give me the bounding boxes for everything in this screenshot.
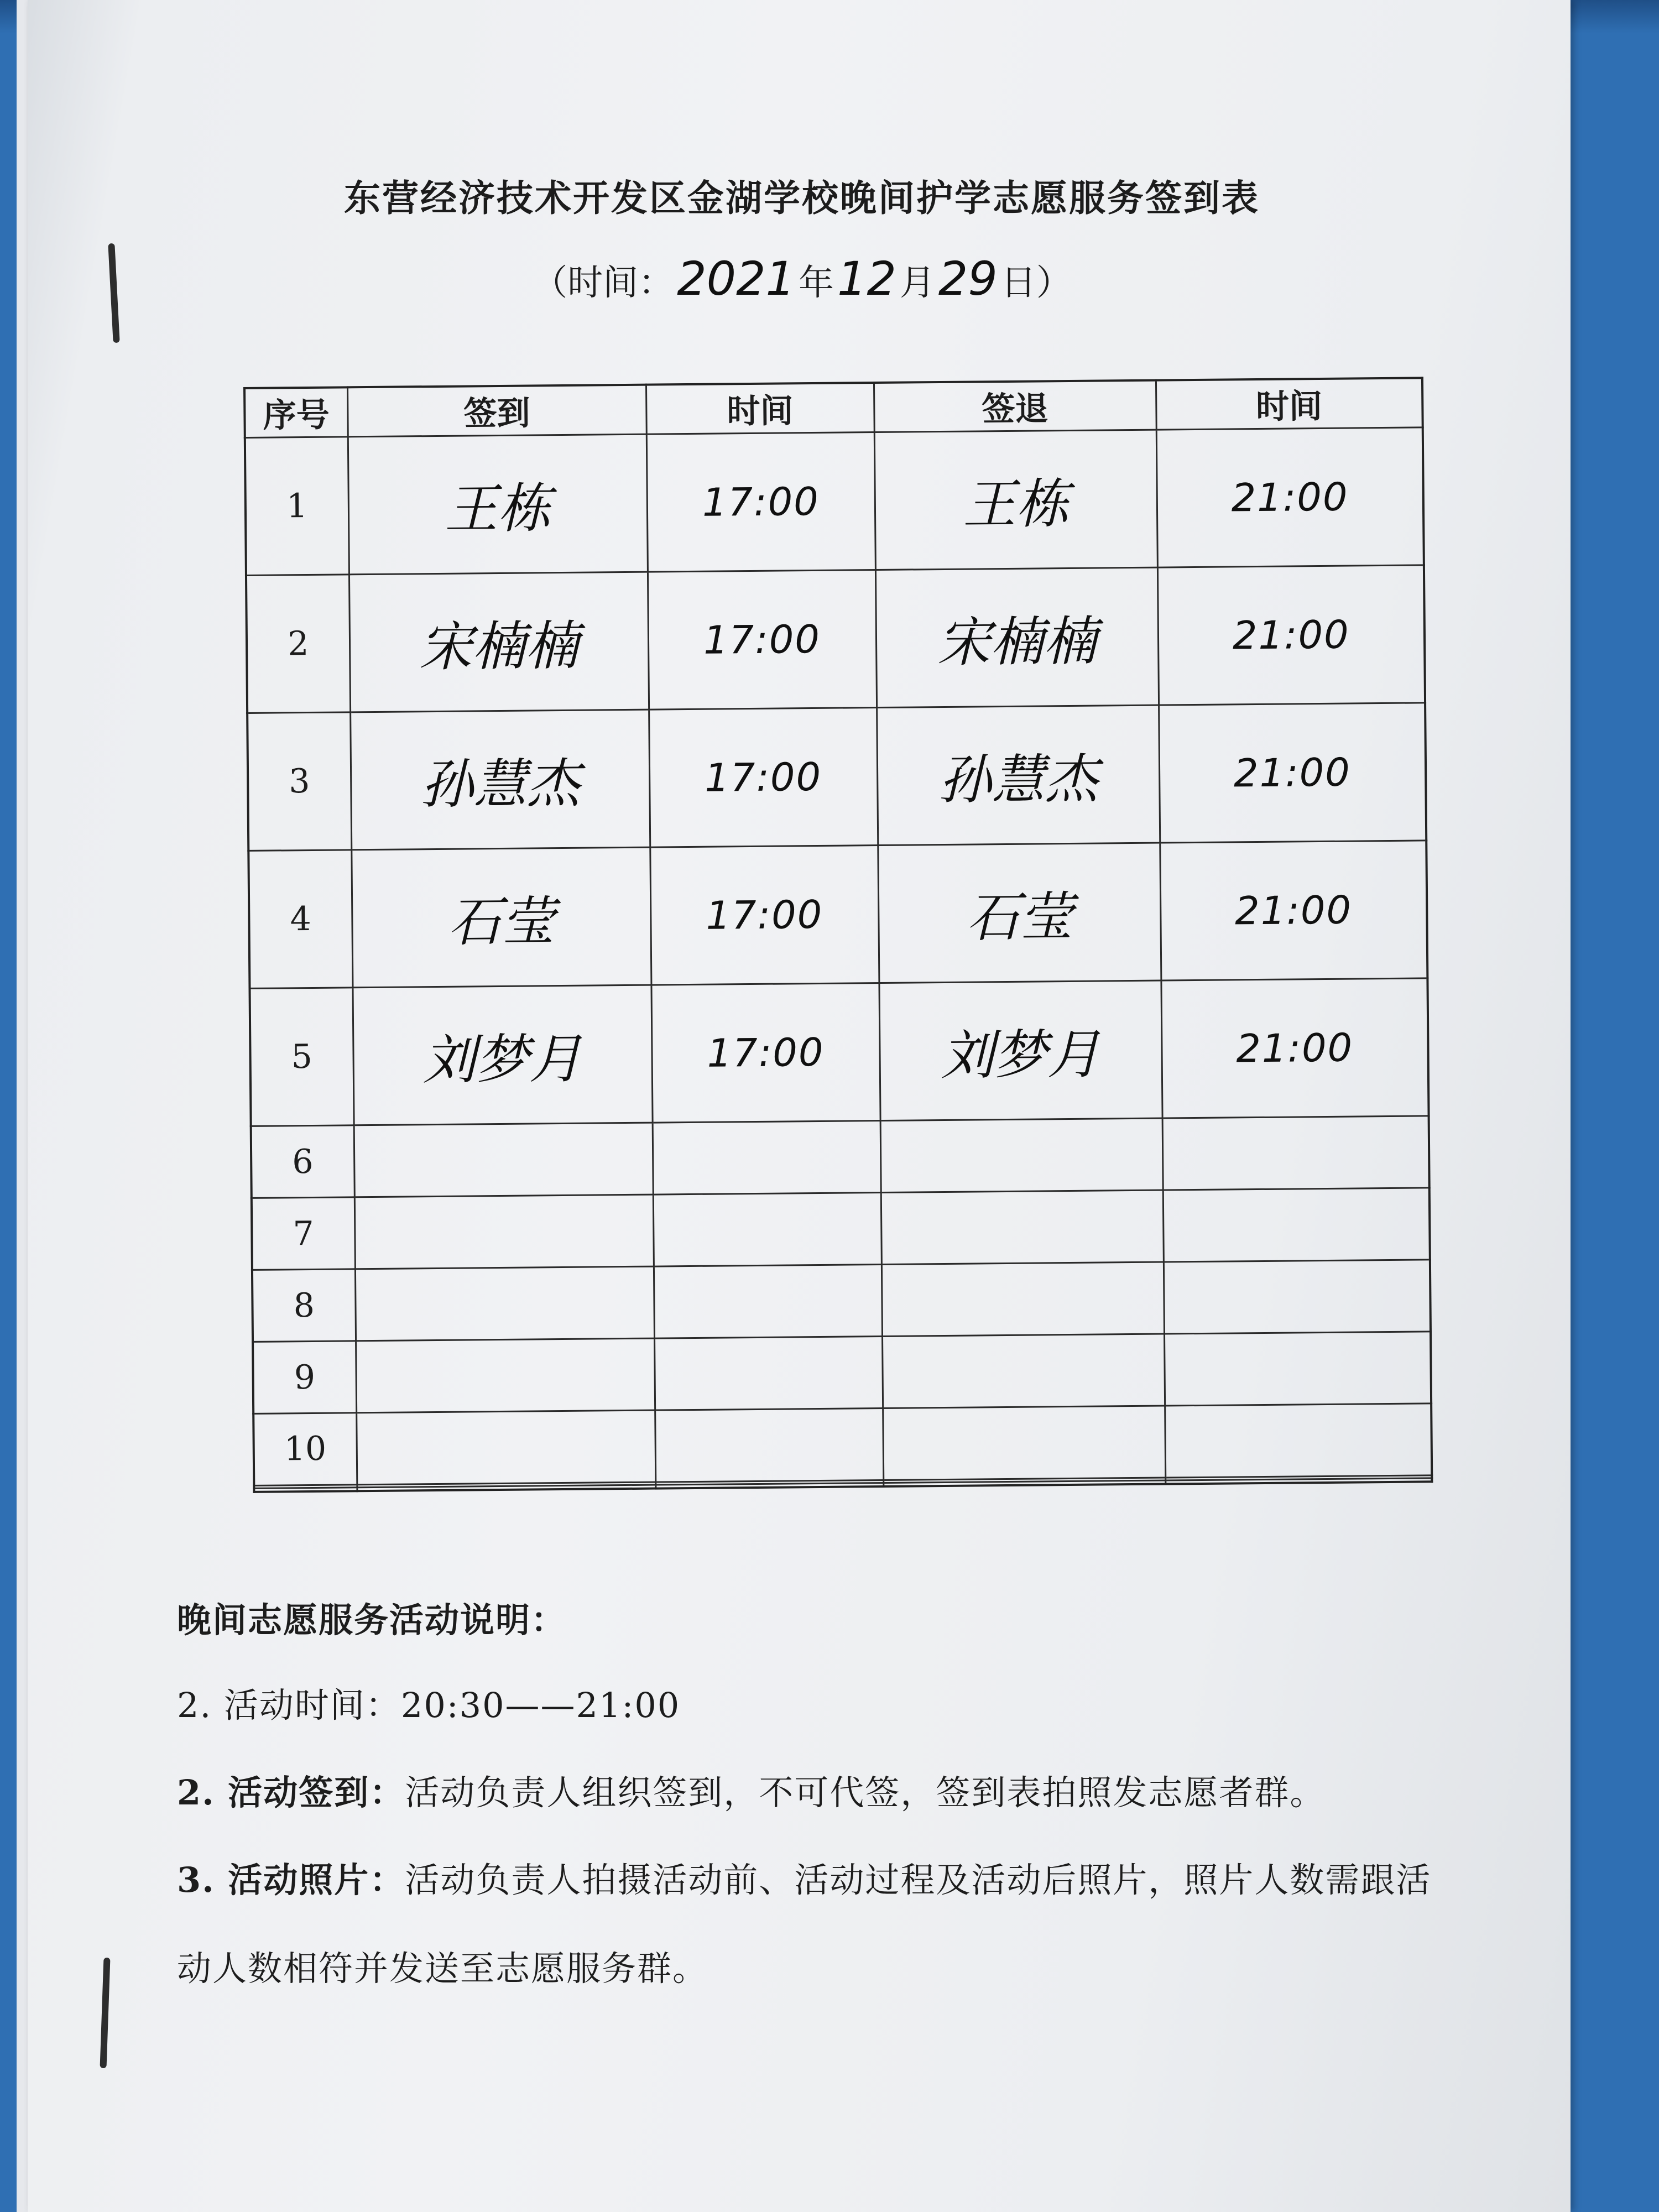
date-day-unit: 日 — [1000, 263, 1036, 304]
serial-value: 3 — [289, 762, 310, 801]
table-row — [252, 1188, 1430, 1270]
sign-out-cell — [882, 1334, 1165, 1408]
notes-item — [177, 1768, 1515, 1818]
table-row — [248, 841, 1427, 989]
time-in-cell — [653, 1193, 881, 1266]
sign-in-value: 刘梦月 — [422, 1027, 583, 1092]
date-month-unit: 月 — [899, 263, 935, 304]
serial-value: 8 — [293, 1286, 315, 1325]
time-out-cell — [1164, 1260, 1431, 1334]
sign-in-cell — [351, 847, 651, 988]
time-in-cell — [654, 1265, 882, 1338]
serial-cell — [253, 1413, 357, 1485]
notes-item-continuation: 动人数相符并发送至志愿服务群。 — [177, 1948, 708, 1989]
form-title: 东营经济技术开发区金湖学校晚间护学志愿服务签到表 — [344, 176, 1260, 220]
sign-in-cell — [349, 572, 649, 712]
serial-cell — [252, 1269, 356, 1342]
time-in-value: 17:00 — [706, 892, 823, 939]
sign-out-value: 孙慧杰 — [938, 748, 1098, 811]
notes-item — [177, 1855, 1515, 1994]
date-line — [0, 252, 1604, 306]
notes-item-text: 活动负责人拍摄活动前、活动过程及活动后照片，照片人数需跟活 — [405, 1860, 1432, 1900]
time-in-cell — [653, 1121, 881, 1194]
time-in-cell — [646, 432, 875, 572]
table-row — [245, 427, 1424, 576]
sign-out-cell — [878, 843, 1161, 983]
sign-out-cell — [879, 980, 1162, 1121]
sign-out-cell — [875, 567, 1159, 708]
time-out-cell — [1162, 1116, 1430, 1190]
serial-cell — [251, 1125, 354, 1198]
date-month: 12 — [837, 252, 896, 306]
time-out-cell — [1156, 427, 1424, 567]
serial-cell — [246, 575, 350, 713]
serial-value: 10 — [284, 1430, 327, 1469]
date-prefix: （时间： — [532, 263, 674, 304]
sign-in-value: 宋楠楠 — [419, 614, 579, 678]
sign-in-cell — [350, 709, 650, 850]
serial-value: 6 — [292, 1142, 314, 1182]
table-row — [246, 565, 1425, 713]
header-time-in: 时间 — [646, 383, 874, 434]
table-row — [249, 978, 1428, 1126]
time-out-value: 21:00 — [1234, 887, 1353, 934]
table-row — [247, 703, 1426, 851]
time-in-cell — [651, 983, 880, 1123]
notes-item-text: 活动负责人组织签到，不可代签，签到表拍照发志愿者群。 — [405, 1772, 1326, 1813]
sign-out-value: 王栋 — [962, 472, 1070, 536]
sign-in-cell — [356, 1410, 655, 1485]
date-suffix: ） — [1036, 263, 1072, 304]
date-year-unit: 年 — [799, 263, 834, 304]
header-serial: 序号 — [244, 387, 348, 437]
sign-in-cell — [356, 1338, 655, 1413]
table-row — [251, 1116, 1430, 1198]
binding-staple-mark — [100, 1958, 111, 2068]
serial-value: 5 — [291, 1037, 313, 1077]
table-row — [252, 1260, 1431, 1342]
serial-value: 2 — [287, 624, 309, 664]
time-out-cell — [1165, 1404, 1432, 1478]
time-out-cell — [1160, 841, 1427, 980]
sign-out-cell — [881, 1262, 1164, 1336]
time-in-value: 17:00 — [704, 754, 822, 801]
time-out-value: 21:00 — [1232, 612, 1350, 659]
serial-value: 7 — [293, 1214, 315, 1254]
time-out-value: 21:00 — [1233, 749, 1352, 796]
header-sign-out: 签退 — [874, 380, 1156, 432]
sign-in-table-container — [243, 377, 1431, 1493]
serial-value: 4 — [290, 900, 312, 939]
time-out-cell — [1164, 1332, 1431, 1406]
notes-heading: 晚间志愿服务活动说明： — [177, 1600, 567, 1640]
sign-out-cell — [880, 1119, 1163, 1193]
time-out-value: 21:00 — [1236, 1025, 1354, 1072]
time-in-value: 17:00 — [702, 478, 820, 525]
sign-out-value: 刘梦月 — [941, 1023, 1101, 1087]
time-in-cell — [654, 1337, 883, 1410]
date-year: 2021 — [677, 252, 795, 306]
serial-cell — [248, 850, 352, 989]
serial-cell — [254, 1488, 357, 1492]
serial-cell — [253, 1341, 356, 1413]
sign-out-cell — [883, 1406, 1165, 1480]
serial-cell — [252, 1197, 355, 1270]
header-time-out: 时间 — [1156, 378, 1423, 430]
sign-out-cell — [881, 1190, 1164, 1264]
sign-in-value: 王栋 — [444, 477, 551, 540]
time-in-cell — [655, 1408, 883, 1481]
sign-in-value: 孙慧杰 — [420, 752, 580, 816]
time-in-value: 17:00 — [707, 1030, 825, 1077]
time-out-value: 21:00 — [1231, 474, 1349, 521]
notes-item-text: 20:30——21:00 — [400, 1685, 681, 1725]
activity-notes — [177, 1593, 1515, 2031]
serial-cell — [245, 437, 349, 576]
notes-item-label: 2. 活动时间： — [177, 1685, 401, 1725]
sign-in-cell — [348, 434, 648, 575]
serial-cell — [249, 988, 353, 1126]
sign-in-cell — [355, 1266, 654, 1341]
time-out-cell — [1159, 703, 1426, 843]
notes-item — [177, 1681, 1515, 1730]
sign-out-cell — [877, 705, 1160, 846]
serial-value: 1 — [286, 487, 308, 526]
sign-in-cell — [352, 985, 652, 1125]
sign-in-cell — [354, 1123, 653, 1198]
table-row — [253, 1332, 1431, 1413]
sign-out-value: 石莹 — [966, 885, 1073, 949]
serial-value: 9 — [294, 1358, 316, 1397]
sign-in-cell — [354, 1194, 654, 1269]
sign-out-value: 宋楠楠 — [937, 610, 1097, 674]
header-sign-in: 签到 — [347, 385, 646, 437]
time-in-cell — [649, 708, 878, 848]
date-day: 29 — [938, 252, 998, 306]
sign-in-value: 石莹 — [447, 890, 555, 953]
notes-item-label: 2. 活动签到： — [177, 1772, 405, 1813]
table-row — [253, 1404, 1432, 1485]
table-body — [245, 427, 1432, 1492]
time-in-cell — [650, 846, 879, 985]
serial-cell — [247, 712, 351, 851]
time-in-cell — [648, 570, 877, 710]
notes-item-label: 3. 活动照片： — [177, 1860, 405, 1900]
sign-out-cell — [874, 430, 1157, 570]
sign-in-table — [243, 377, 1433, 1493]
time-in-value: 17:00 — [703, 617, 821, 663]
time-out-cell — [1163, 1188, 1430, 1262]
time-out-cell — [1157, 565, 1425, 705]
time-out-cell — [1161, 978, 1428, 1118]
